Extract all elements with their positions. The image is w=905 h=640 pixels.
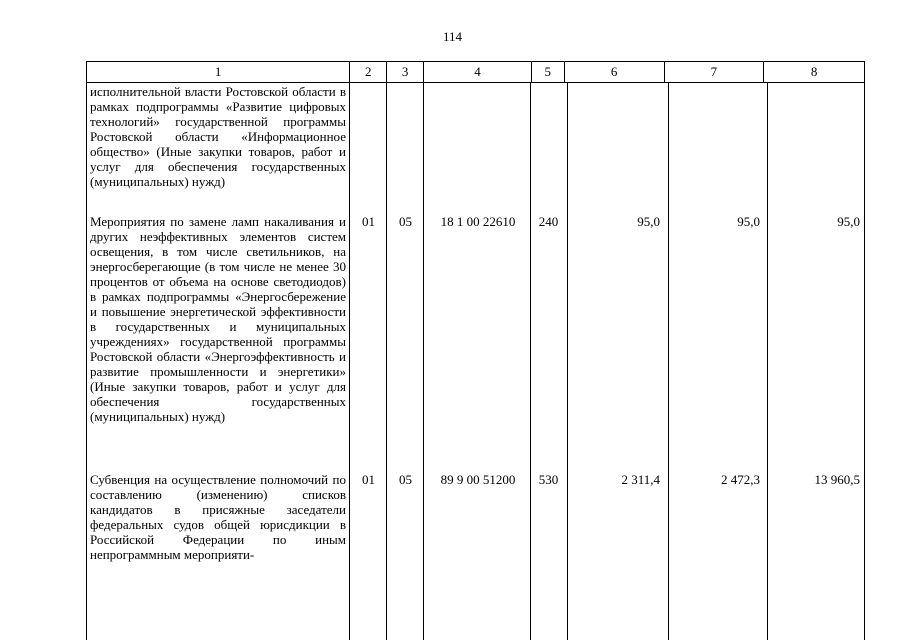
column-header-4: 4	[424, 62, 532, 82]
column-header-7: 7	[665, 62, 765, 82]
cell-section: 01	[362, 472, 375, 487]
cell-expense-type: 240	[538, 214, 559, 229]
table-row	[86, 84, 865, 189]
row-description: Субвенция на осуществление полномочий по составлению (изменению) списков кандидатов в присяжные заседатели федеральных судов общей юрисдикции в Российской Федерации по иным непрограммным мероприяти-	[90, 472, 346, 562]
cell-expense-type: 530	[538, 472, 559, 487]
cell-subsection: 05	[399, 472, 412, 487]
cell-amount-col8: 13 960,5	[814, 472, 860, 487]
column-header-8: 8	[810, 64, 818, 79]
cell-amount-col8: 95,0	[837, 214, 860, 229]
cell-target-code: 89 9 00 51200	[440, 472, 516, 487]
table-row	[86, 472, 865, 562]
column-header-5: 5	[532, 62, 565, 82]
row-description: Мероприятия по замене ламп накаливания и других неэффективных элементов систем освещения, в том числе светильников, на энергосберегающие (в том числе не менее 30 процентов от объема на основе светодиодов) в рамках подпрограммы «Энергосбережение и повышение энергетической эффективности в государственных и муниципальных учреждениях» государственной программы Ростовской области «Энергоэффективность и развитие промышленности и энергетики» (Иные закупки товаров, работ и услуг для обеспечения государственных (муниципальных) нужд)	[90, 214, 346, 424]
cell-subsection: 05	[399, 214, 412, 229]
cell-amount-col6: 2 311,4	[621, 472, 660, 487]
column-header-2: 2	[350, 62, 387, 82]
row-description: исполнительной власти Ростовской области в рамках подпрограммы «Развитие цифровых технологий» государственной программы Ростовской области «Информационное общество» (Иные закупки товаров, работ и услуг для обеспечения государственных (муниципальных) нужд)	[90, 84, 346, 189]
cell-amount-col7: 2 472,3	[721, 472, 760, 487]
cell-amount-col7: 95,0	[737, 214, 760, 229]
table-header	[86, 61, 865, 83]
cell-section: 01	[362, 214, 375, 229]
page-number: 114	[442, 29, 463, 44]
table-row	[86, 214, 865, 424]
cell-target-code: 18 1 00 22610	[440, 214, 516, 229]
column-header-6: 6	[565, 62, 665, 82]
column-header-3: 3	[387, 62, 424, 82]
cell-amount-col6: 95,0	[637, 214, 660, 229]
column-header-1: 1	[87, 62, 350, 82]
